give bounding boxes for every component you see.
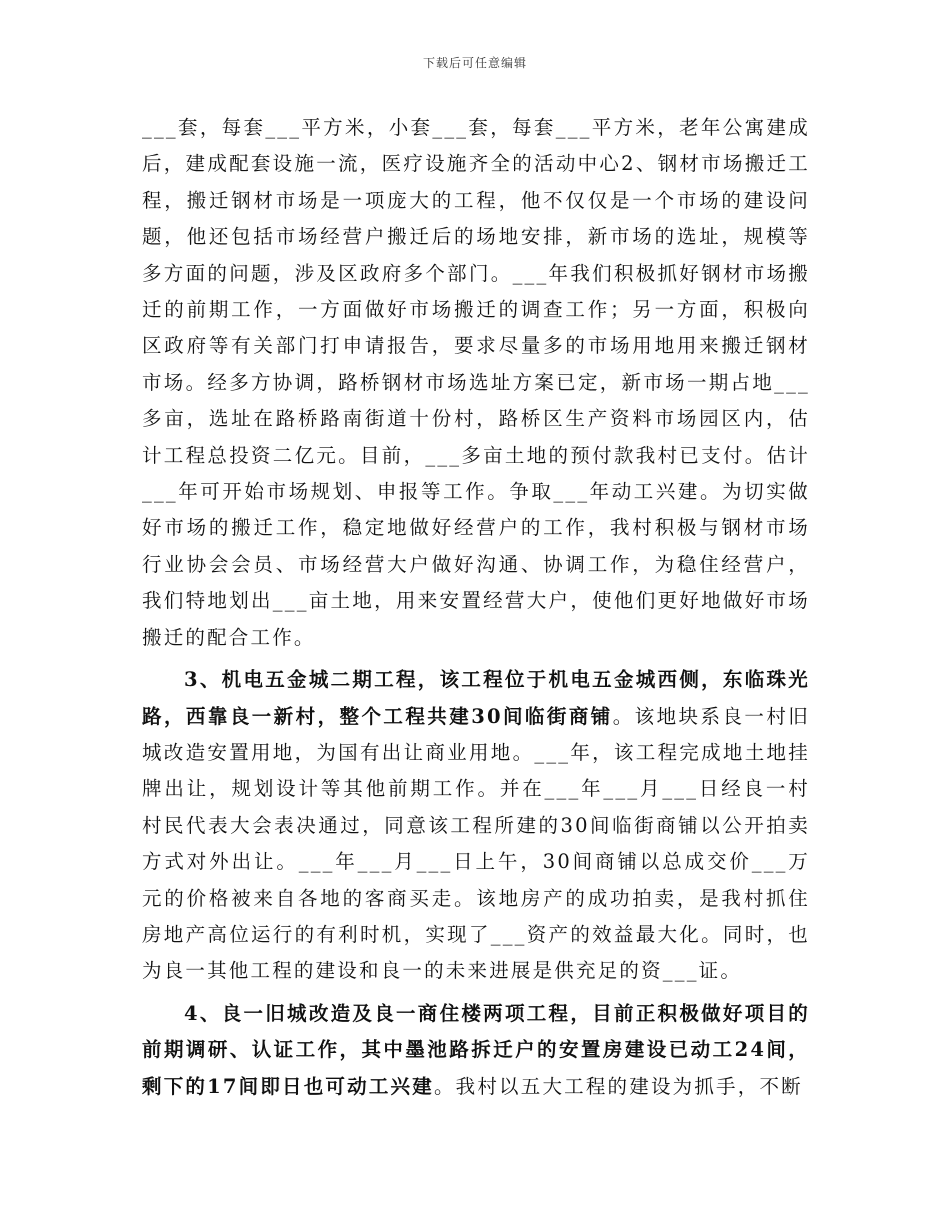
paragraph-text: 。我村以五大工程的建设为抓手，不断 [433,1074,803,1098]
paragraph-bold-lead: 4、良一旧城改造及良一商住楼两项工程，目前正积极做好项目的前期调研、认证工作，其中墨池路拆迁户的安置房建设已动工24间，剩下的17间即日也可动工兴建 [142,1001,810,1098]
paragraph-old-town-renovation [142,996,810,1105]
paragraph-steel-market [142,110,810,656]
document-body [142,110,810,1111]
paragraph-text: ___套，每套___平方米，小套___套，每套___平方米，老年公寓建成后，建成配套设施一流，医疗设施齐全的活动中心2、钢材市场搬迁工程，搬迁钢材市场是一项庞大的工程，他不仅仅是一个市场的建设问题，他还包括市场经营户搬迁后的场地安排，新市场的选址，规模等多方面的问题，涉及区政府多个部门。___年我们积极抓好钢材市场搬迁的前期工作，一方面做好市场搬迁的调查工作；另一方面，积极向区政府等有关部门打申请报告，要求尽量多的市场用地用来搬迁钢材市场。经多方协调，路桥钢材市场选址方案已定，新市场一期占地___多亩，选址在路桥路南街道十份村，路桥区生产资料市场园区内，估计工程总投资二亿元。目前，___多亩土地的预付款我村已支付。估计___年可开始市场规划、申报等工作。争取___年动工兴建。为切实做好市场的搬迁工作，稳定地做好经营户的工作，我村积极与钢材市场行业协会会员、市场经营大户做好沟通、协调工作，为稳住经营户，我们特地划出___亩土地，用来安置经营大户，使他们更好地做好市场搬迁的配合工作。 [142,116,810,649]
paragraph-text: 。该地块系良一村旧城改造安置用地，为国有出让商业用地。___年，该工程完成地土地挂牌出让，规划设计等其他前期工作。并在___年___月___日经良一村村民代表大会表决通过，同意该工程所建的30间临街商铺以公开拍卖方式对外出让。___年___月___日上午，30间商铺以总成交价___万元的价格被来自各地的客商买走。该地房产的成功拍卖，是我村抓住房地产高位运行的有利时机，实现了___资产的效益最大化。同时，也为良一其他工程的建设和良一的未来进展是供充足的资___证。 [142,704,810,983]
page-header: 下载后可任意编辑 [422,56,527,70]
paragraph-bold-lead: 3、机电五金城二期工程，该工程位于机电五金城西侧，东临珠光路，西靠良一新村，整个工程共建30间临街商铺 [142,668,810,728]
paragraph-hardware-city [142,662,810,990]
